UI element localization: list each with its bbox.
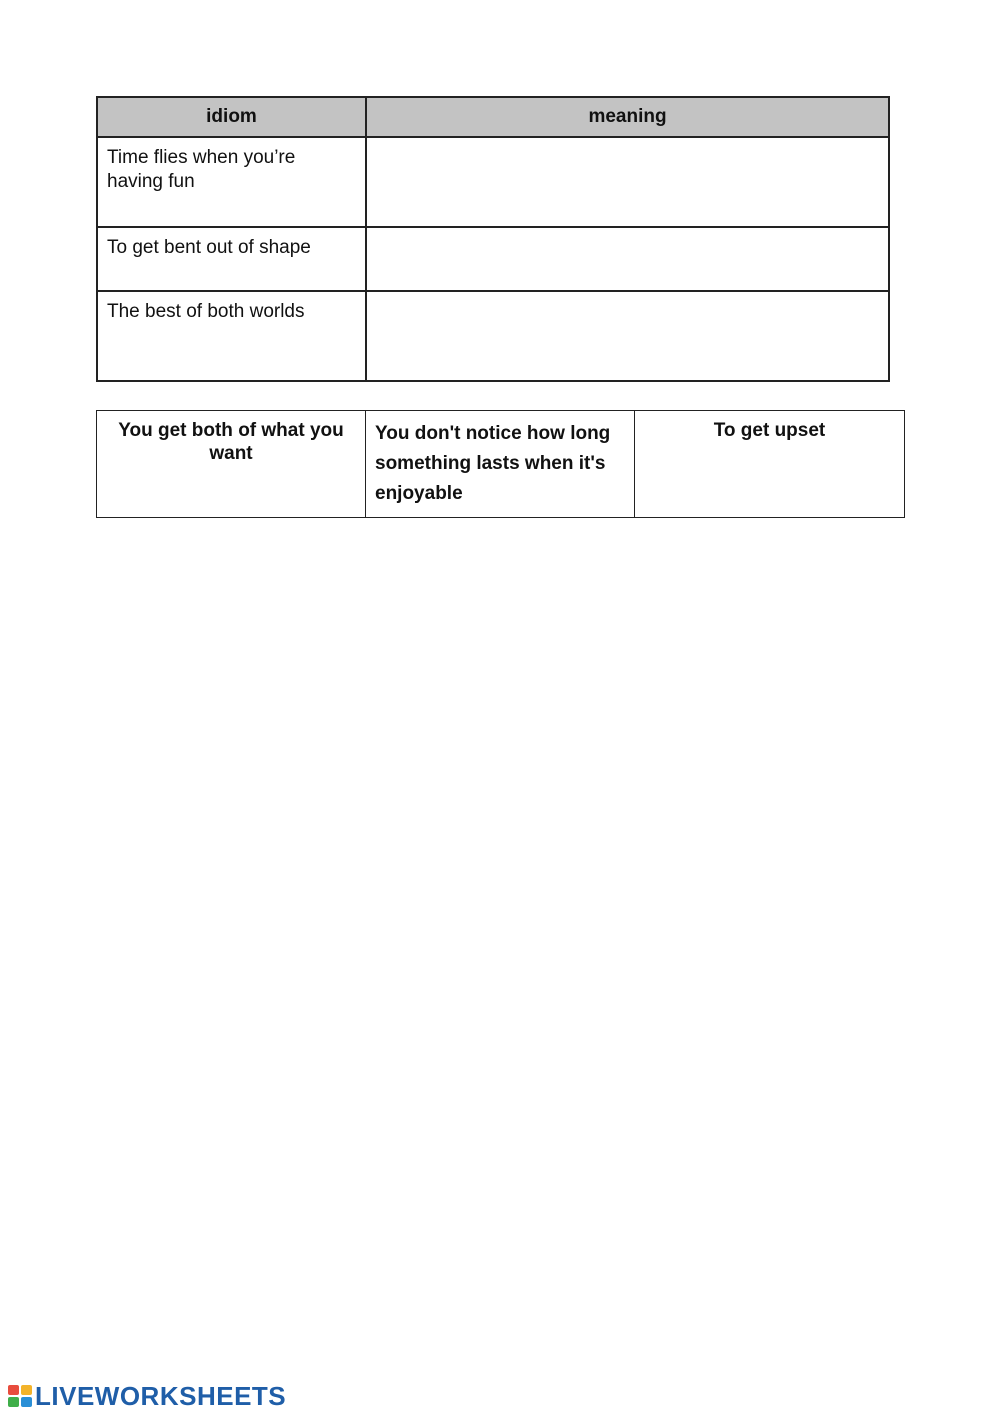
idiom-table (96, 96, 890, 382)
idiom-table-header-row (97, 97, 889, 137)
meaning-option[interactable]: To get upset (635, 411, 905, 518)
options-row (97, 411, 905, 518)
table-row (97, 291, 889, 381)
meaning-option[interactable]: You get both of what you want (97, 411, 366, 518)
logo-block (8, 1385, 19, 1395)
meaning-options-table (96, 410, 905, 518)
idiom-cell: The best of both worlds (97, 291, 366, 381)
meaning-option[interactable]: You don't notice how long something lasts when it's enjoyable (366, 411, 635, 518)
logo-blocks-icon (8, 1385, 32, 1407)
logo-text: LIVEWORKSHEETS (35, 1381, 287, 1411)
meaning-drop-cell[interactable] (366, 137, 889, 227)
table-row (97, 137, 889, 227)
meaning-drop-cell[interactable] (366, 291, 889, 381)
logo-block (21, 1397, 32, 1407)
idiom-cell: Time flies when you’re having fun (97, 137, 366, 227)
liveworksheets-logo (8, 1382, 286, 1410)
table-row (97, 227, 889, 291)
logo-block (21, 1385, 32, 1395)
idiom-cell: To get bent out of shape (97, 227, 366, 291)
header-meaning: meaning (366, 97, 889, 137)
meaning-drop-cell[interactable] (366, 227, 889, 291)
header-idiom: idiom (97, 97, 366, 137)
logo-block (8, 1397, 19, 1407)
